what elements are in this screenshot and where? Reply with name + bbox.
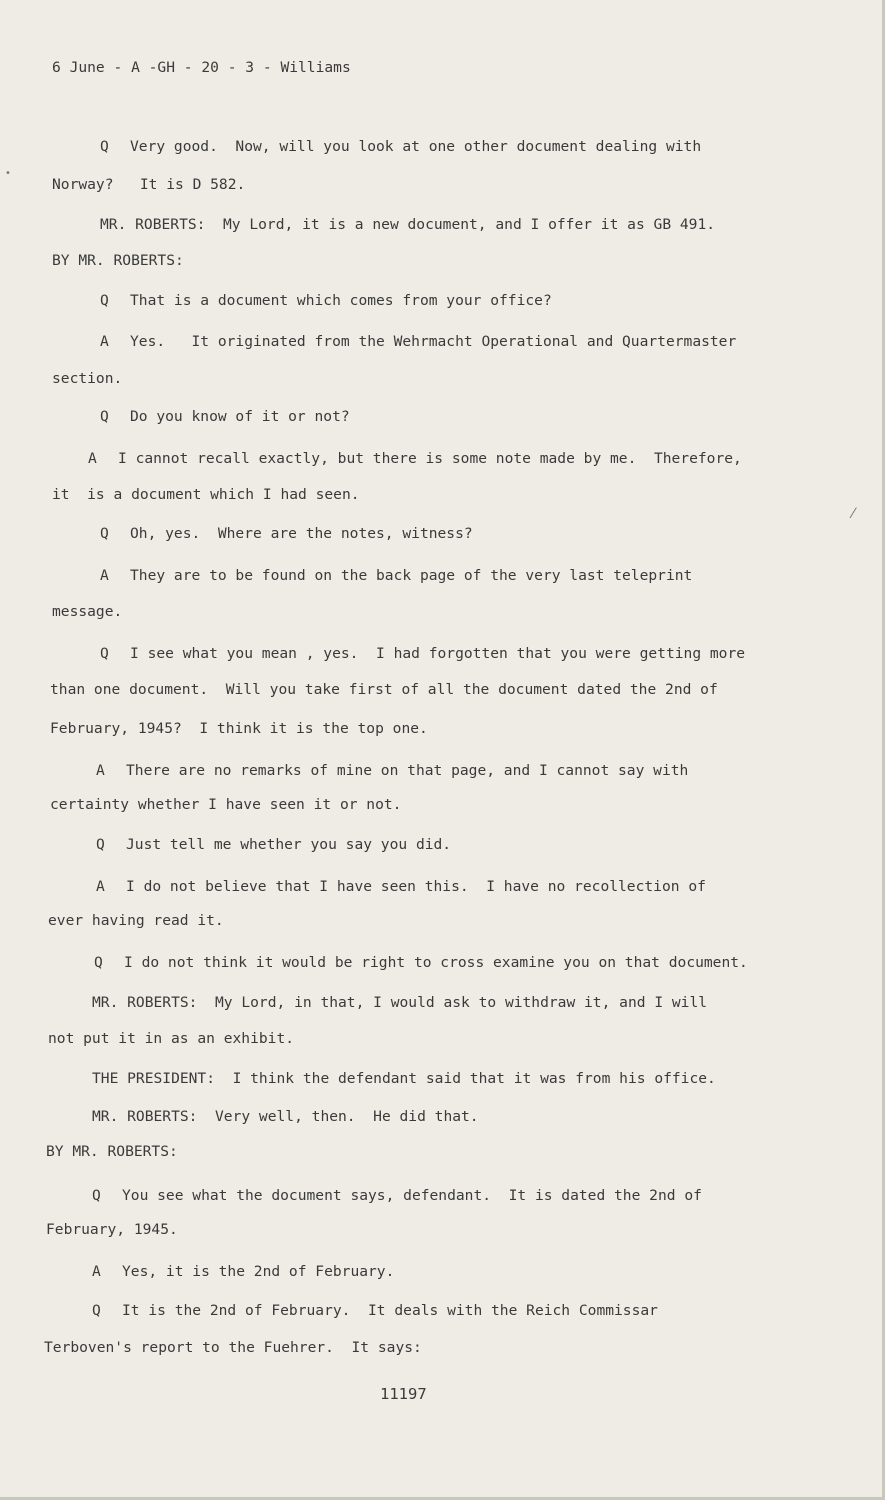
transcript-line: [92, 1301, 658, 1321]
speaker-marker: Q: [92, 1187, 101, 1204]
speaker-marker: Q: [100, 645, 109, 662]
transcript-line: [52, 369, 122, 389]
line-text: Yes, it is the 2nd of February.: [122, 1263, 395, 1280]
transcript-line: [44, 1338, 422, 1358]
line-text: section.: [52, 370, 123, 387]
line-text: BY MR. ROBERTS:: [52, 252, 184, 269]
transcript-line: [100, 332, 736, 352]
page-header: 6 June - A -GH - 20 - 3 - Williams: [52, 59, 351, 76]
line-text: Oh, yes. Where are the notes, witness?: [130, 525, 473, 542]
speaker-marker: A: [96, 878, 105, 895]
line-text: Norway? It is D 582.: [52, 176, 246, 193]
margin-tick: ⁄: [852, 506, 855, 522]
transcript-line: [100, 524, 473, 544]
speaker-marker: Q: [100, 525, 109, 542]
transcript-line: [50, 680, 718, 700]
transcript-line: [88, 449, 742, 469]
line-text: Very good. Now, will you look at one other document dealing with: [130, 138, 702, 155]
line-text: not put it in as an exhibit.: [48, 1030, 295, 1047]
transcript-line: [46, 1142, 178, 1162]
line-text: than one document. Will you take first of all the document dated the 2nd of: [50, 681, 718, 698]
line-text: Just tell me whether you say you did.: [126, 836, 452, 853]
line-text: That is a document which comes from your office?: [130, 292, 552, 309]
transcript-line: [92, 1186, 702, 1206]
transcript-line: [92, 1262, 394, 1282]
line-text: February, 1945? I think it is the top one.: [50, 720, 428, 737]
line-text: You see what the document says, defendant. It is dated the 2nd of: [122, 1187, 702, 1204]
transcript-line: [50, 795, 401, 815]
transcript-line: [52, 485, 360, 505]
speaker-marker: A: [92, 1263, 101, 1280]
transcript-line: [50, 719, 428, 739]
line-text: I do not think it would be right to cross examine you on that document.: [124, 954, 748, 971]
transcript-line: [100, 215, 715, 235]
line-text: message.: [52, 603, 123, 620]
speaker-marker: A: [100, 567, 109, 584]
line-text: it is a document which I had seen.: [52, 486, 360, 503]
line-text: It is the 2nd of February. It deals with the Reich Commissar: [122, 1302, 658, 1319]
line-text: February, 1945.: [46, 1221, 178, 1238]
line-text: BY MR. ROBERTS:: [46, 1143, 178, 1160]
speaker-marker: Q: [100, 292, 109, 309]
transcript-line: [100, 407, 350, 427]
transcript-line: [96, 761, 688, 781]
line-text: I cannot recall exactly, but there is some note made by me. Therefore,: [118, 450, 742, 467]
transcript-line: [96, 835, 451, 855]
page-number: 11197: [380, 1385, 427, 1403]
line-text: MR. ROBERTS: My Lord, it is a new document, and I offer it as GB 491.: [100, 216, 716, 233]
line-text: MR. ROBERTS: My Lord, in that, I would ask to withdraw it, and I will: [92, 994, 708, 1011]
speaker-marker: A: [100, 333, 109, 350]
transcript-line: [92, 1107, 479, 1127]
speaker-marker: A: [96, 762, 105, 779]
speaker-marker: Q: [100, 408, 109, 425]
transcript-line: [92, 1069, 716, 1089]
line-text: Yes. It originated from the Wehrmacht Operational and Quartermaster: [130, 333, 737, 350]
line-text: MR. ROBERTS: Very well, then. He did that.: [92, 1108, 479, 1125]
transcript-line: [46, 1220, 178, 1240]
transcript-line: [92, 993, 707, 1013]
speaker-marker: Q: [94, 954, 103, 971]
line-text: THE PRESIDENT: I think the defendant said that it was from his office.: [92, 1070, 716, 1087]
transcript-line: [100, 291, 552, 311]
line-text: I see what you mean , yes. I had forgotten that you were getting more: [130, 645, 746, 662]
speaker-marker: Q: [92, 1302, 101, 1319]
transcript-line: [48, 911, 224, 931]
line-text: certainty whether I have seen it or not.: [50, 796, 402, 813]
line-text: Do you know of it or not?: [130, 408, 350, 425]
transcript-line: [48, 1029, 294, 1049]
speaker-marker: Q: [96, 836, 105, 853]
transcript-line: [94, 953, 748, 973]
transcript-line: [52, 602, 122, 622]
line-text: I do not believe that I have seen this. I have no recollection of: [126, 878, 706, 895]
margin-dot: •: [5, 168, 11, 179]
line-text: ever having read it.: [48, 912, 224, 929]
transcript-line: [100, 644, 745, 664]
line-text: They are to be found on the back page of the very last teleprint: [130, 567, 693, 584]
transcript-line: [100, 137, 701, 157]
line-text: There are no remarks of mine on that page, and I cannot say with: [126, 762, 689, 779]
speaker-marker: A: [88, 450, 97, 467]
line-text: Terboven's report to the Fuehrer. It says:: [44, 1339, 422, 1356]
transcript-line: [100, 566, 692, 586]
transcript-line: [52, 175, 245, 195]
speaker-marker: Q: [100, 138, 109, 155]
transcript-line: [52, 251, 184, 271]
transcript-line: [96, 877, 706, 897]
